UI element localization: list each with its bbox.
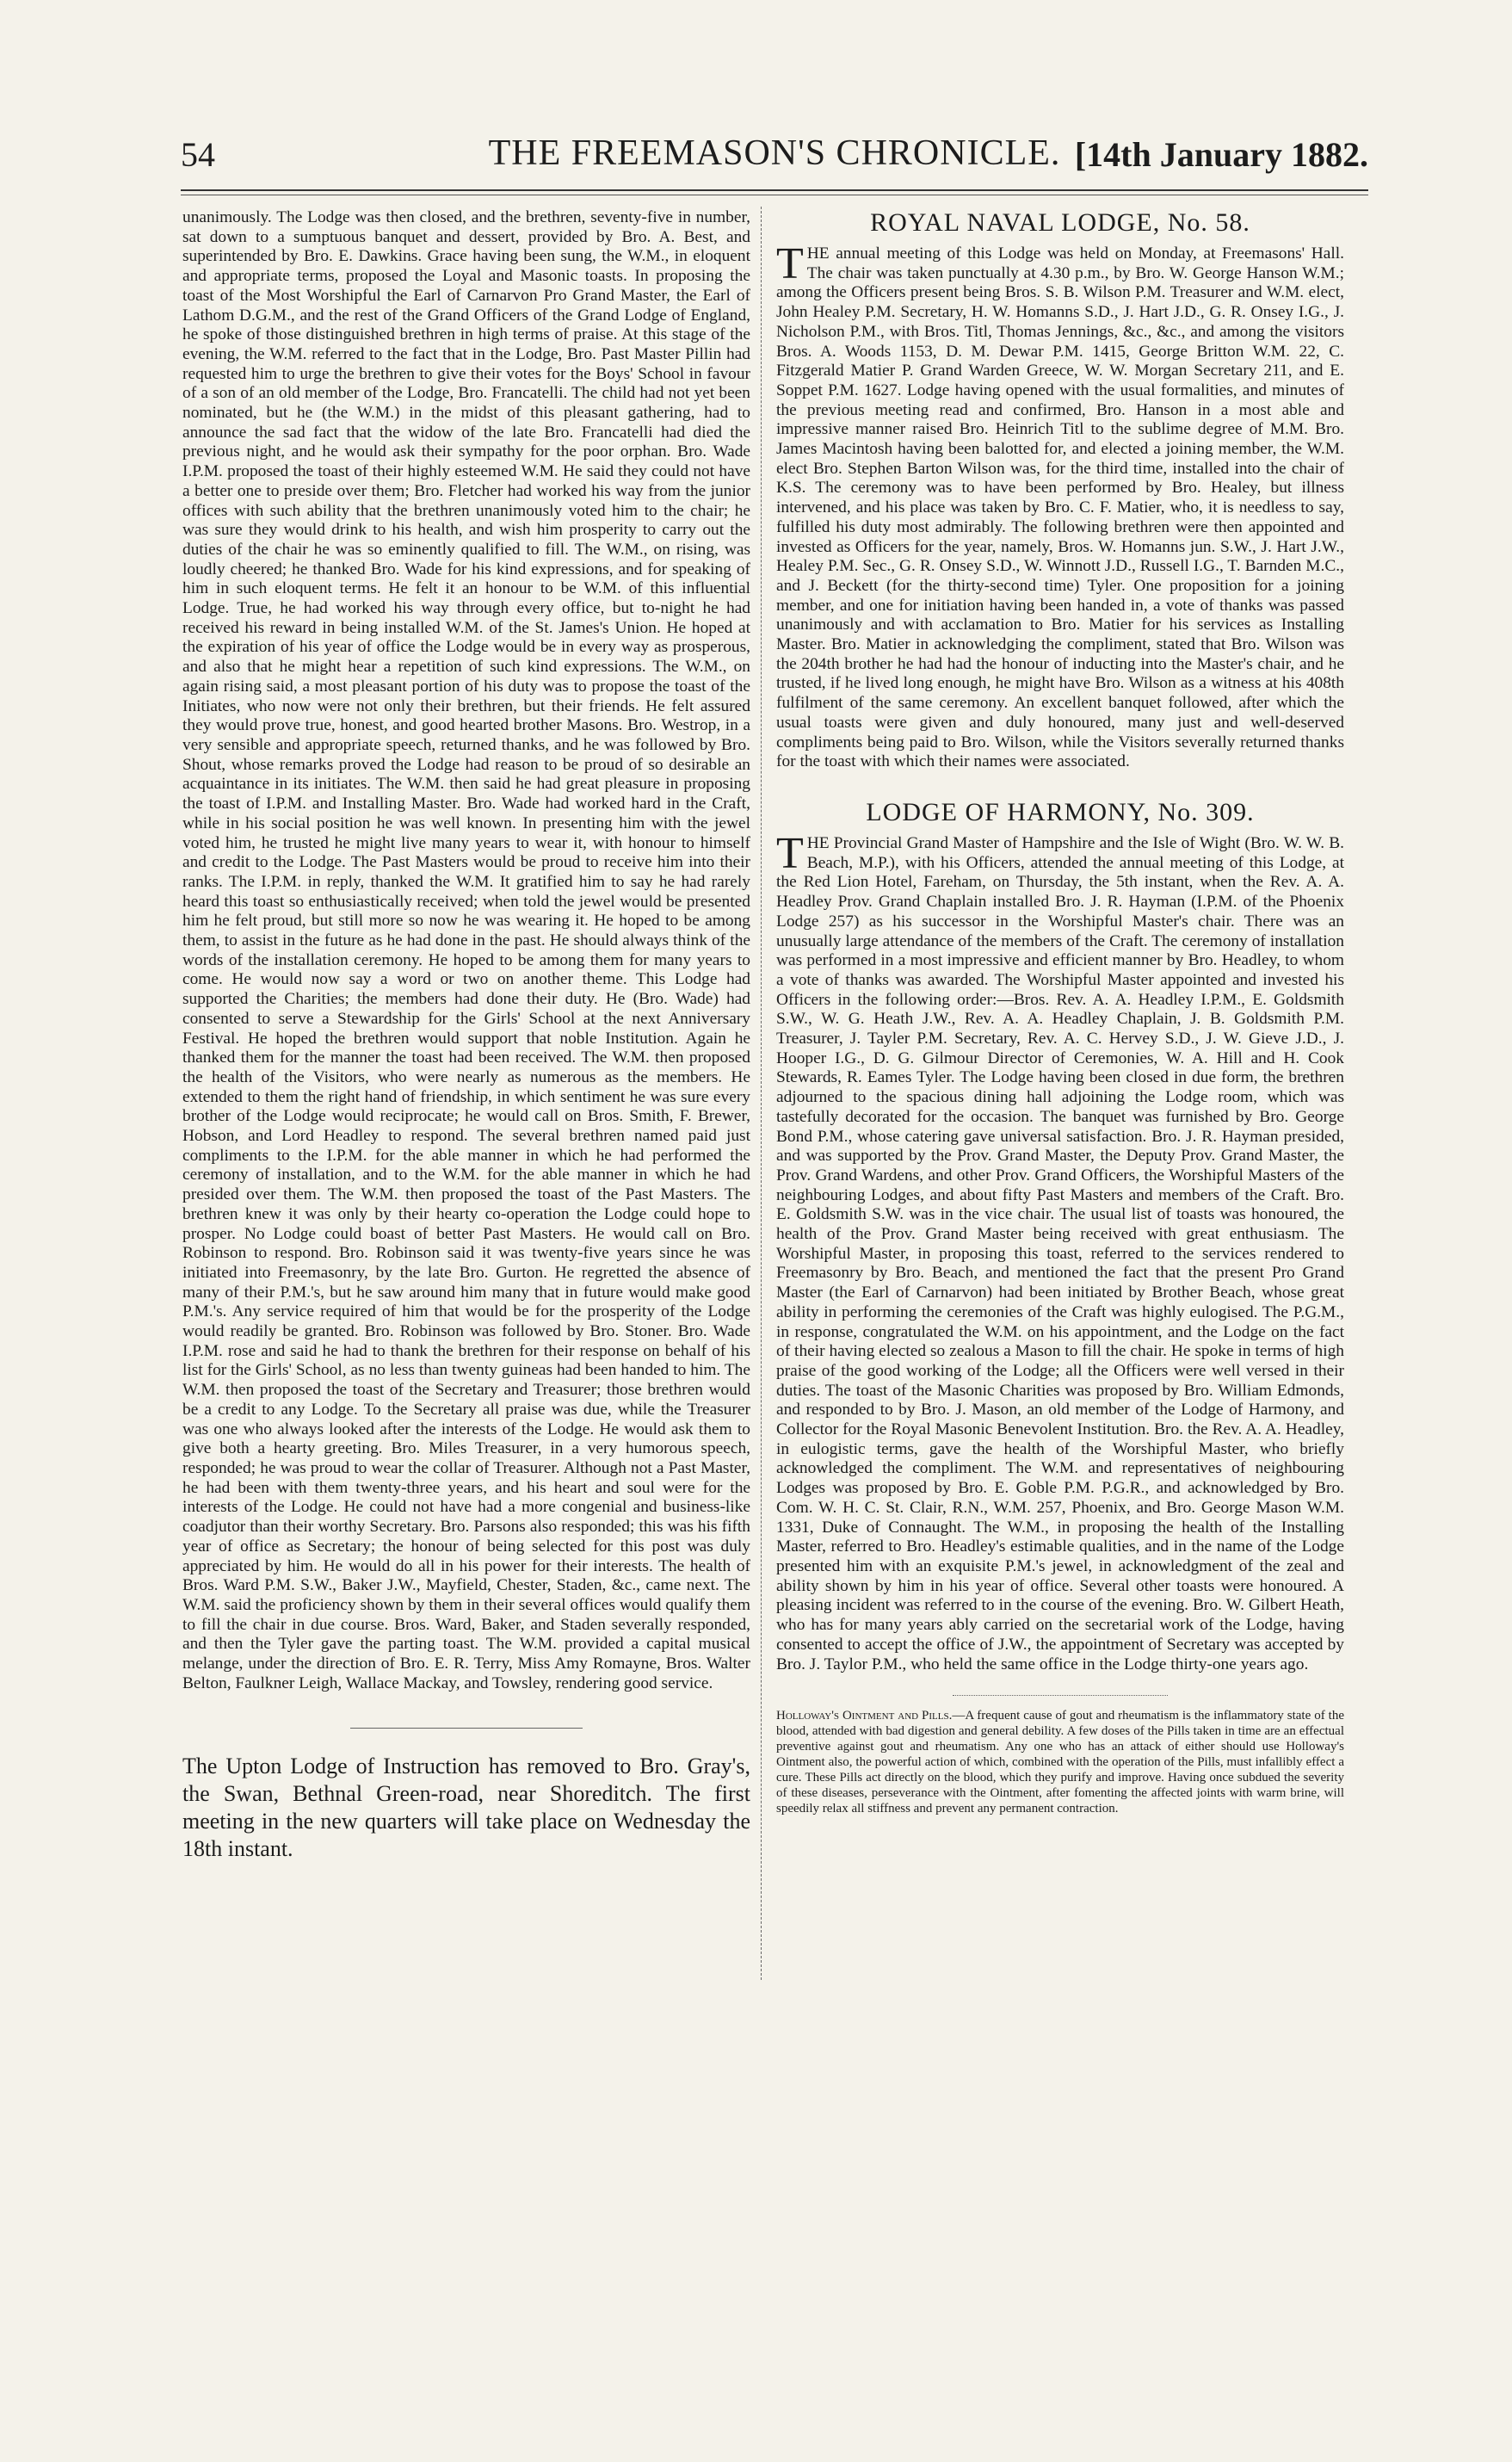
column-divider [761,207,762,1980]
left-column [182,208,750,2016]
drop-cap: T [776,828,804,878]
right-column [776,208,1344,1964]
upton-lodge-notice: The Upton Lodge of Instruction has removed to Bro. Gray's, the Swan, Bethnal Green-road, near Shoreditch. The first meeting in the new quarters will take place on Wednesday the 18th instant. [182,1754,750,1862]
royal-naval-lodge-heading: ROYAL NAVAL LODGE, No. 58. [870,208,1250,237]
lodge-of-harmony-article [776,828,1344,1674]
article-continuation: unanimously. The Lodge was then closed, and the brethren, seventy-five in number, sat down to a sumptuous banquet and dessert, provided by Bro. A. Best, and superintended by Bro. E. Dawkins. Grace having been sung, the W.M., in eloquent and appropriate terms, proposed the Loyal and Masonic toasts. In proposing the toast of the Most Worshipful the Earl of Carnarvon Pro Grand Master, the Earl of Lathom D.G.M., and the rest of the Grand Officers of the Grand Lodge of England, he spoke of those distinguished brethren in high terms of praise. At this stage of the evening, the W.M. referred to the fact that in the Lodge, Bro. Past Master Pillin had requested him to urge the brethren to give their votes for the Boys' School in favour of a son of an old member of the Lodge, Bro. Francatelli. The child had not yet been nominated, but he (the W.M.) in the midst of this pleasant gathering, had to announce the sad fact that the widow of the late Bro. Francatelli had died the previous night, and he would ask their sympathy for the poor orphan. Bro. Wade I.P.M. proposed the toast of their highly esteemed W.M. He said they could not have a better one to preside over them; Bro. Fletcher had worked his way from the junior offices with such ability that the brethren unanimously voted him to the chair; he was sure they would drink to his health, and wish him prosperity to carry out the duties of the chair he was so eminently qualified to fill. The W.M., on rising, was loudly cheered; he thanked Bro. Wade for his kind expressions, and for speaking of him in such eloquent terms. He felt it an honour to be W.M. of this influential Lodge. True, he had worked his way through every office, but to-night he had received his reward in being installed W.M. of the St. James's Union. He hoped at the expiration of his year of office the Lodge would be in every way as prosperous, and also that he might hear a repetition of such kind expressions. The W.M., on again rising said, a most pleasant portion of his duty was to propose the toast of the Initiates, who now were not only their brethren, but their friends. He felt assured they would prove true, honest, and good hearted brother Masons. Bro. Westrop, in a very sensible and appropriate speech, returned thanks, and he was followed by Bro. Shout, whose remarks proved the Lodge had reason to be proud of so desirable an acquaintance in its initiates. The W.M. then said he had great pleasure in proposing the toast of I.P.M. and Installing Master. Bro. Wade had worked hard in the Craft, while in his social position he was well known. In presenting him with the jewel voted him, he trusted he might live many years to wear it, with honour to himself and credit to the Lodge. The Past Masters would be proud to receive him into their ranks. The I.P.M. in reply, thanked the W.M. It gratified him to say he had rarely heard this toast so enthusiastically received; when told the jewel would be presented him he felt proud, but still more so now he was wearing it. He hoped to be among them, to assist in the future as he had done in the past. He should always think of the words of the installation ceremony. He hoped to be among them for many years to come. He would now say a word or two on another theme. This Lodge had supported the Charities; the members had done their duty. He (Bro. Wade) had consented to serve a Stewardship for the Girls' School at the next Anniversary Festival. He hoped the brethren would support that noble Institution. Again he thanked them for the manner the toast had been received. The W.M. then proposed the health of the Visitors, who were nearly as numerous as the members. He extended to them the right hand of friendship, in which sentiment he was sure every brother of the Lodge would reciprocate; he would call on Bros. Smith, F. Brewer, Hobson, and Lord Headley to respond. The several brethren named paid just compliments to the I.P.M. for the able manner in which he had performed the ceremony of installation, and to the W.M. for the able manner in which he had presided over them. The W.M. then proposed the toast of the Past Masters. The brethren knew it was only by their hearty co-operation the Lodge could hope to prosper. No Lodge could boast of better Past Masters. He would call on Bro. Robinson to respond. Bro. Robinson said it was twenty-five years since he was initiated into Freemasonry, by the late Bro. Gurton. He regretted the absence of many of their P.M.'s, but he saw around him many that in future would make good P.M.'s. Any service required of him that would be for the prosperity of the Lodge would readily be granted. Bro. Robinson was followed by Bro. Stoner. Bro. Wade I.P.M. rose and said he had to thank the brethren for their response on behalf of his list for the Girls' School, as no less than twenty guineas had been handed to him. The W.M. then proposed the toast of the Secretary and Treasurer; those brethren would be a credit to any Lodge. To the Secretary all praise was due, while the Treasurer was one who always looked after the interests of the Lodge. He would ask them to give both a hearty greeting. Bro. Miles Treasurer, in a very humorous speech, responded; he was proud to wear the collar of Treasurer. Although not a Past Master, he had been with them twenty-three years, and his heart and soul were for the interests of the Lodge. He could not have had a more congenial and business-like coadjutor than their worthy Secretary. Bro. Parsons also responded; this was his fifth year of office as Secretary; the honour of being selected for this post was duly appreciated by him. He would do all in his power for their interests. The health of Bros. Ward P.M. S.W., Baker J.W., Mayfield, Chester, Staden, &c., came next. The W.M. said the proficiency shown by them in their several offices would qualify them to fill the chair in due course. Bros. Ward, Baker, and Staden severally responded, and then the Tyler gave the parting toast. The W.M. provided a capital musical melange, under the direction of Bro. E. R. Terry, Miss Amy Romayne, Bros. Walter Belton, Faulkner Leigh, Wallace Mackay, and Towsley, rendering good service. [182,208,750,1692]
page-number: 54 [181,135,215,174]
header-rule [181,189,1368,191]
advert-text: —A frequent cause of gout and rheumatism is the inflammatory state of the blood, attended with bad digestion and general debility. A few doses of the Pills taken in time are an effectual preventive against gout and rheumatism. Any one who has an attack of either should use Holloway's Ointment also, the powerful action of which, combined with the operation of the Pills, must infallibly effect a cure. These Pills act directly on the blood, which they purify and improve. Having once subdued the severity of these diseases, perseverance with the Ointment, after fomenting the affected joints with warm brine, will speedily relax all stiffness and prevent any permanent contraction. [776,1709,1344,1816]
lodge-of-harmony-heading: LODGE OF HARMONY, No. 309. [866,797,1255,826]
royal-naval-lodge-text: HE annual meeting of this Lodge was held on Monday, at Freemasons' Hall. The chair was taken punctually at 4.30 p.m., by Bro. W. George Hanson W.M.; among the Officers present being Bros. S. B. Wilson P.M. Treasurer and W.M. elect, John Healey P.M. Secretary, H. W. Homanns S.D., J. Hart J.D., G. R. Onsey I.G., J. Nicholson P.M., with Bros. Titl, Thomas Jennings, &c., &c., and among the visitors Bros. A. Woods 1153, D. M. Dewar P.M. 1415, George Britton W.M. 22, C. Fitzgerald Matier P. Grand Warden Greece, W. W. Morgan Secretary 211, and E. Soppet P.M. 1627. Lodge having opened with the usual formalities, and minutes of the previous meeting read and confirmed, Bro. Hanson in a most able and impressive manner raised Bro. Heinrich Titl to the sublime degree of M.M. Bro. James Macintosh having been balotted for, and elected a joining member, the W.M. elect Bro. Stephen Barton Wilson was, for the third time, installed into the chair of K.S. The ceremony was to have been performed by Bro. Healey, but illness intervened, and his place was taken by Bro. C. F. Matier, who, it is needless to say, fulfilled his duty most admirably. The following brethren were then appointed and invested as Officers for the year, namely, Bros. W. Homanns jun. S.W., J. Hart J.W., Healey P.M. Sec., G. R. Onsey S.D., W. Winnott J.D., Russell I.G., T. Barnden M.C., and J. Beckett (for the thirty-second time) Tyler. One proposition for a joining member, and one for initiation having been handed in, a vote of thanks was passed unanimously and with acclamation to Bro. Matier for his services as Installing Master. Bro. Matier in acknowledging the compliment, stated that Bro. Wilson was the 204th brother he had had the honour of inducting into the Master's chair, and he trusted, if he lived long enough, he might have Bro. Wilson as a witness at his 408th fulfilment of the same ceremony. An excellent banquet followed, after which the usual toasts were given and duly honoured, many just and well-deserved compliments being paid to Bro. Wilson, while the Visitors severally returned thanks for the toast with which their names were associated. [776,244,1344,771]
separator-rule [350,1728,583,1729]
page-header [181,129,1368,182]
masthead-title: THE FREEMASON'S CHRONICLE. [488,133,1061,173]
drop-cap: T [776,239,804,288]
issue-date: [14th January 1882. [1074,135,1368,174]
advert-lead: Holloway's Ointment and Pills. [776,1709,953,1723]
royal-naval-lodge-article [776,239,1344,772]
lodge-of-harmony-text: HE Provincial Grand Master of Hampshire and the Isle of Wight (Bro. W. W. B. Beach, M.P.), with his Officers, attended the annual meeting of this Lodge, at the Red Lion Hotel, Fareham, on Thursday, the 5th instant, when the Rev. A. A. Headley Prov. Grand Chaplain installed Bro. J. R. Hayman (I.P.M. of the Phoenix Lodge 257) as his successor in the Worshipful Master's chair. There was an unusually large attendance of the members of the Craft. The ceremony of installation was performed in a most impressive and efficient manner by Bro. Headley, to whom a vote of thanks was awarded. The Worshipful Master appointed and invested his Officers in the following order:—Bros. Rev. A. A. Headley I.P.M., E. Goldsmith S.W., W. G. Heath J.W., Rev. A. A. Headley Chaplain, J. B. Goldsmith P.M. Treasurer, J. Tayler P.M. Secretary, Rev. A. C. Hervey S.D., J. W. Gieve J.D., J. Hooper I.G., D. G. Gilmour Director of Ceremonies, W. A. Hill and H. Cook Stewards, R. Eames Tyler. The Lodge having been closed in due form, the brethren adjourned to the spacious dining hall adjoining the Lodge room, which was tastefully decorated for the occasion. The banquet was furnished by Bro. George Bond P.M., whose catering gave universal satisfaction. Bro. J. R. Hayman presided, and was supported by the Prov. Grand Master, the Deputy Prov. Grand Master, the Prov. Grand Wardens, and other Prov. Grand Officers, the Worshipful Masters of the neighbouring Lodges, and about fifty Past Masters and members of the Craft. Bro. E. Goldsmith S.W. was in the vice chair. The usual list of toasts was honoured, the health of the Prov. Grand Master being received with great enthusiasm. The Worshipful Master, in proposing this toast, referred to the services rendered to Freemasonry by Bro. Beach, and mentioned the fact that the present Pro Grand Master (the Earl of Carnarvon) had been initiated by Brother Beach, whose great ability in performing the ceremonies of the Craft was highly eulogised. The P.G.M., in response, congratulated the W.M. on his appointment, and the Lodge on the fact of their having elected so zealous a Mason to fill the chair. He spoke in terms of high praise of the good working of the Lodge; all the Officers were well versed in their duties. The toast of the Masonic Charities was proposed by Bro. William Edmonds, and responded to by Bro. J. Mason, an old member of the Lodge of Harmony, and Collector for the Royal Masonic Benevolent Institution. Bro. the Rev. A. A. Headley, in eulogistic terms, gave the health of the Worshipful Master, who briefly acknowledged the compliment. The W.M. and representatives of neighbouring Lodges was proposed by Bro. E. Goble P.M. P.G.R., and acknowledged by Bro. Com. W. H. C. St. Clair, R.N., W.M. 257, Phoenix, and Bro. George Mason W.M. 1331, Duke of Connaught. The W.M., in proposing the health of the Installing Master, referred to Bro. Headley's estimable qualities, and in the name of the Lodge presented him with an exquisite P.M.'s jewel, in acknowledgment of the zeal and ability shown by him in his year of office. Several other toasts were honoured. A pleasing incident was referred to in the course of the evening. Bro. W. Gilbert Heath, who has for many years ably carried on the secretarial work of the Lodge, having consented to accept the office of J.W., the appointment of Secretary was accepted by Bro. J. Taylor P.M., who held the same office in the Lodge thirty-one years ago. [776,833,1344,1673]
holloway-advert [776,1708,1344,1816]
separator-rule [953,1695,1168,1696]
